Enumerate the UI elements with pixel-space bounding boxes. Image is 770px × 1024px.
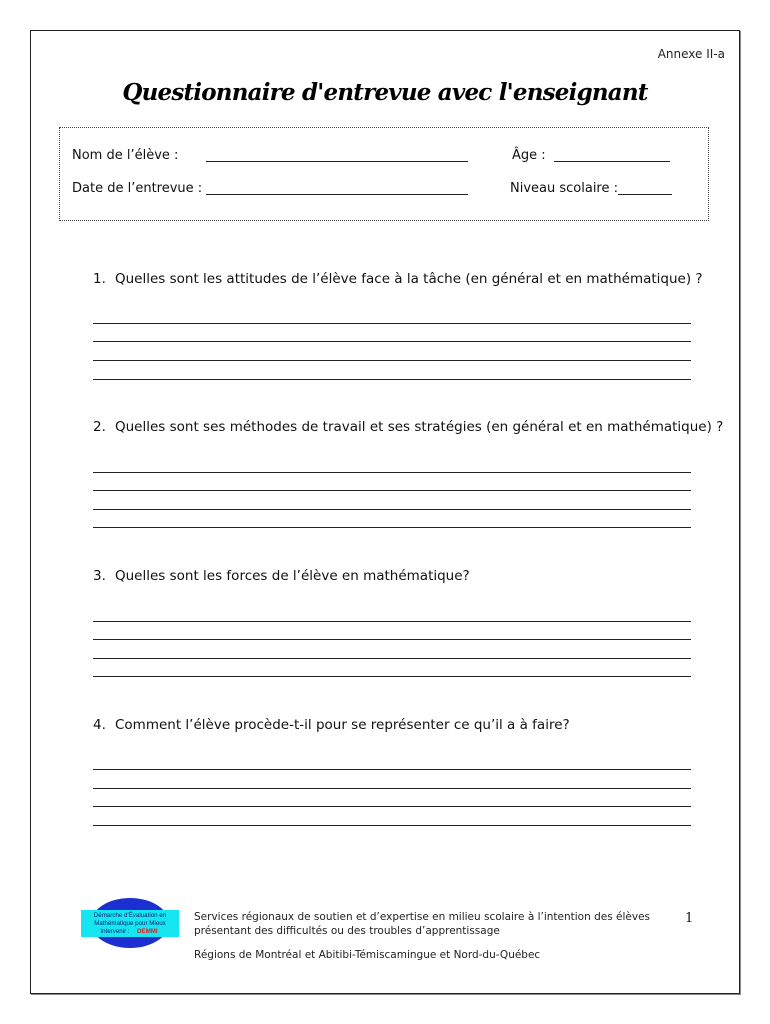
- question-number: 3.: [93, 568, 106, 584]
- question-text: Comment l’élève procède-t-il pour se représenter ce qu’il a à faire?: [115, 717, 570, 733]
- question-number: 2.: [93, 419, 106, 435]
- answer-line[interactable]: [93, 472, 691, 473]
- grade-level-field[interactable]: [618, 194, 672, 195]
- logo-text-line1: Démarche d'Évaluation en: [93, 912, 167, 919]
- regions-text: Régions de Montréal et Abitibi-Témiscamingue et Nord-du-Québec: [194, 949, 541, 961]
- age-label: Âge :: [512, 148, 546, 163]
- answer-line[interactable]: [93, 676, 691, 677]
- answer-line[interactable]: [93, 379, 691, 380]
- answer-line[interactable]: [93, 509, 691, 510]
- answer-line[interactable]: [93, 639, 691, 640]
- question-2: [93, 419, 723, 435]
- student-name-label: Nom de l’élève :: [72, 148, 179, 163]
- annex-label: Annexe II-a: [657, 47, 725, 61]
- logo-text-line3: Intervenir :: [100, 928, 130, 935]
- question-1: [93, 271, 703, 287]
- question-4: [93, 717, 570, 733]
- question-number: 1.: [93, 271, 106, 287]
- logo-text-line2: Mathématique pour Mieux: [94, 920, 166, 927]
- age-field[interactable]: [554, 161, 670, 162]
- answer-line[interactable]: [93, 527, 691, 528]
- question-text: Quelles sont ses méthodes de travail et ses stratégies (en général et en mathématique) ?: [115, 419, 724, 435]
- answer-line[interactable]: [93, 825, 691, 826]
- answer-line[interactable]: [93, 621, 691, 622]
- student-name-field[interactable]: [206, 161, 468, 162]
- answer-line[interactable]: [93, 769, 691, 770]
- question-number: 4.: [93, 717, 106, 733]
- question-3: [93, 568, 470, 584]
- page-number: 1: [685, 911, 694, 926]
- answer-line[interactable]: [93, 658, 691, 659]
- logo-acronym: DEMMI: [137, 928, 158, 935]
- question-text: Quelles sont les attitudes de l’élève face à la tâche (en général et en mathématique) ?: [115, 271, 703, 287]
- demmi-logo: [79, 897, 181, 949]
- page-title: Questionnaire d'entrevue avec l'enseignant: [122, 79, 648, 106]
- interview-date-label: Date de l’entrevue :: [72, 181, 203, 196]
- answer-line[interactable]: [93, 806, 691, 807]
- services-text: [194, 910, 650, 938]
- services-line-1: Services régionaux de soutien et d’expertise en milieu scolaire à l’intention des élèves: [194, 911, 651, 923]
- answer-line[interactable]: [93, 323, 691, 324]
- services-line-2: présentant des difficultés ou des troubles d’apprentissage: [194, 925, 500, 937]
- answer-line[interactable]: [93, 341, 691, 342]
- answer-line[interactable]: [93, 360, 691, 361]
- answer-line[interactable]: [93, 788, 691, 789]
- student-info-box: [59, 127, 709, 221]
- answer-line[interactable]: [93, 490, 691, 491]
- interview-date-field[interactable]: [206, 194, 468, 195]
- question-text: Quelles sont les forces de l’élève en mathématique?: [115, 568, 470, 584]
- grade-level-label: Niveau scolaire :: [510, 181, 618, 196]
- document-page: [30, 30, 740, 994]
